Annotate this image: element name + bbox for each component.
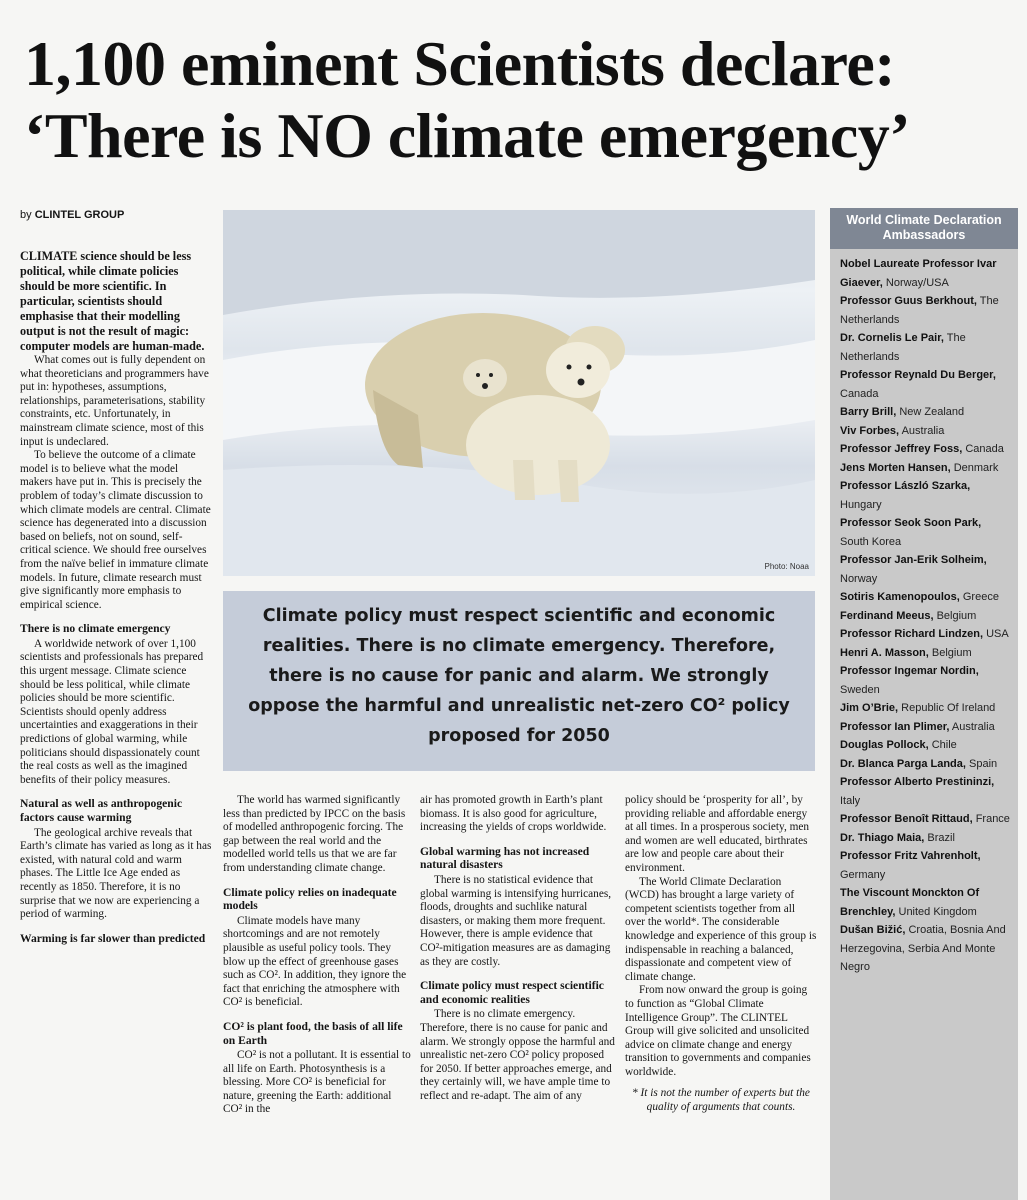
body-paragraph: From now onward the group is going to function as “Global Climate Intelligence Group”. The CLINTEL Group will give solicited and unsolicited advice on climate change and energy transition to governments and companies worldwide. (625, 984, 811, 1078)
ambassador-name: Dr. Blanca Parga Landa, (840, 757, 966, 770)
body-paragraph: There is no climate emergency. Therefore, there is no cause for panic and alarm. We strongly oppose the harmful and unrealistic net-zero CO² policy proposed for 2050. If better approaches emerge, and they certainly will, we have ample time to reflect and re-adapt. The aim of any (420, 1008, 615, 1102)
ambassador-item (840, 403, 1012, 422)
ambassador-name: Professor Benoît Rittaud, (840, 813, 973, 825)
ambassador-list (830, 249, 1018, 977)
body-paragraph: policy should be ‘prosperity for all’, by providing reliable and affordable energy at all times. In a prosperous society, men and women are well educated, birthrates are low and people care about their environment. (625, 794, 810, 874)
ambassador-name: Jens Morten Hansen, (840, 461, 951, 474)
ambassador-item (840, 440, 1012, 459)
ambassador-name: Professor Guus Berkhout, (840, 295, 977, 307)
ambassador-country: Sweden (840, 683, 880, 696)
footnote: * It is not the number of experts but the quality of arguments that counts. (632, 1087, 810, 1114)
ambassador-item (840, 625, 1012, 644)
ambassador-item (840, 329, 1012, 366)
ambassador-item (840, 551, 1012, 588)
body-paragraph: The world has warmed significantly less than predicted by IPCC on the basis of modelled anthropogenic forcing. The gap between the real world and the modelled world tells us that we are far from understanding climate change. (223, 794, 406, 874)
ambassador-country: Australia (951, 720, 995, 733)
ambassador-name: Professor Richard Lindzen, (840, 628, 984, 640)
subheading: CO² is plant food, the basis of all life on Earth (223, 1019, 403, 1047)
ambassador-name: Professor Seok Soon Park, (840, 517, 982, 529)
ambassador-country: Italy (840, 794, 861, 807)
ambassador-item (840, 477, 1012, 514)
ambassador-country: Greece (962, 591, 999, 603)
ambassador-country: The Netherlands (840, 332, 966, 363)
body-paragraph: The World Climate Declaration (WCD) has brought a large variety of competent scientists together from all over the world*. The considerable knowledge and experience of this group is indispensable in reaching a balanced, dispassionate and competent view of climate change. (625, 875, 817, 983)
article-column-2 (223, 794, 411, 1117)
article-column-3 (420, 794, 616, 1103)
ambassador-item (840, 699, 1012, 718)
photo-credit: Photo: Noaa (764, 562, 809, 571)
ambassador-country: Denmark (953, 461, 999, 474)
ambassador-country: Germany (840, 868, 886, 881)
ambassador-country: Croatia, Bosnia And Herzegovina, Serbia And Monte Negro (840, 924, 1006, 973)
ambassador-country: Australia (901, 424, 945, 437)
ambassador-name: Dr. Cornelis Le Pair, (840, 332, 944, 344)
byline-prefix: by (20, 209, 32, 221)
ambassador-name: Sotiris Kamenopoulos, (840, 591, 960, 603)
sidebar-title: World Climate Declaration Ambassadors (830, 208, 1018, 249)
ambassador-item (840, 662, 1012, 699)
ambassador-country: Canada (965, 443, 1004, 455)
body-paragraph: The geological archive reveals that Earth’s climate has varied as long as it has existed, with natural cold and warm phases. The Little Ice Age ended as recently as 1850. Therefore, it is no surprise that we now are experiencing a period of warming. (20, 826, 212, 921)
lead-paragraph: CLIMATE science should be less political, while climate policies should be more scientific. In particular, scientists should emphasise that their modelling output is not the result of magic: computer models are human-made. (20, 249, 205, 353)
body-paragraph: CO² is not a pollutant. It is essential to all life on Earth. Photosynthesis is a blessing. More CO² is beneficial for nature, greening the Earth: additional CO² in the (223, 1049, 411, 1116)
ambassador-name: Barry Brill, (840, 406, 897, 418)
ambassador-country: United Kingdom (898, 905, 977, 918)
ambassador-name: Jim O’Brie, (840, 702, 899, 714)
ambassador-item (840, 292, 1012, 329)
body-paragraph: air has promoted growth in Earth’s plant biomass. It is also good for agriculture, increasing the yields of crops worldwide. (420, 794, 607, 834)
article-column-4 (625, 794, 817, 1115)
ambassador-item (840, 588, 1012, 607)
ambassador-country: New Zealand (899, 406, 965, 418)
ambassador-country: Norway/USA (885, 276, 949, 289)
ambassador-item (840, 366, 1012, 403)
ambassador-name: The Viscount Monckton Of Brenchley, (840, 887, 980, 918)
ambassador-item (840, 422, 1012, 441)
ambassador-name: Professor László Szarka, (840, 480, 971, 492)
ambassador-country: South Korea (840, 535, 902, 548)
subheading: Climate policy must respect scientific and economic realities (420, 979, 604, 1006)
ambassador-country: Brazil (927, 831, 955, 844)
ambassador-name: Dušan Bižić, (840, 924, 906, 936)
ambassador-name: Professor Alberto Prestininzi, (840, 776, 995, 788)
ambassador-country: Belgium (936, 609, 977, 622)
ambassador-name: Professor Fritz Vahrenholt, (840, 850, 981, 862)
ambassador-item (840, 644, 1012, 663)
subheading: Global warming has not increased natural disasters (420, 844, 590, 872)
ambassador-item (840, 773, 1012, 810)
ambassador-country: The Netherlands (840, 295, 999, 326)
snow-shadow-top (223, 210, 815, 315)
body-paragraph: There is no statistical evidence that global warming is intensifying hurricanes, floods, droughts and suchlike natural disasters, or making them more frequent. However, there is ample evidence that CO²-mitigation measures are as damaging as they are costly. (420, 873, 612, 968)
headline-line-1: 1,100 eminent Scientists declare: (24, 28, 896, 99)
ambassador-country: Chile (931, 739, 957, 751)
cub-polar-bear-small (463, 359, 507, 397)
body-paragraph: To believe the outcome of a climate model is to believe what the model makers have put in. This is precisely the problem of today’s climate discussion to which climate models are central. Climate science has degenerated into a discussion based on beliefs, not on sound, self-critical science. We should free ourselves from the naïve belief in immature climate models. In future, climate research must give significantly more emphasis to empirical science. (20, 449, 211, 611)
polar-bear-photo (223, 210, 815, 576)
ambassador-country: Republic Of Ireland (901, 702, 996, 714)
ambassador-item (840, 514, 1012, 551)
ambassador-item (840, 718, 1012, 737)
byline (20, 209, 124, 221)
ambassador-country: Norway (840, 572, 878, 585)
body-paragraph: Climate models have many shortcomings and are not remotely plausible as useful policy tools. They blow up the effect of greenhouse gases such as CO². In addition, they ignore the fact that enriching the atmosphere with CO² is beneficial. (223, 914, 407, 1009)
ambassador-country: France (975, 813, 1010, 825)
headline (24, 28, 1014, 172)
subheading: Warming is far slower than predicted (20, 931, 206, 945)
ambassador-country: USA (986, 628, 1009, 640)
headline-line-2: ‘There is NO climate emergency’ (24, 100, 911, 171)
ambassador-item (840, 736, 1012, 755)
ambassador-item (840, 755, 1012, 774)
polar-bears-illustration (223, 210, 815, 576)
ambassador-name: Professor Ingemar Nordin, (840, 665, 979, 677)
ambassador-item (840, 255, 1012, 292)
ambassador-item (840, 884, 1012, 921)
ambassador-item (840, 829, 1012, 848)
article-column-1 (20, 249, 212, 947)
ambassador-name: Professor Jeffrey Foss, (840, 443, 963, 455)
ambassador-country: Spain (969, 757, 998, 770)
body-paragraph: A worldwide network of over 1,100 scientists and professionals has prepared this urgent message. Climate science should be less political, while climate policies should be more scientific. Scientists should openly address uncertainties and exaggerations in their predictions of global warming, while politicians should dispassionately count the real costs as well as the imagined benefits of their policy measures. (20, 637, 204, 786)
subheading: There is no climate emergency (20, 622, 171, 636)
pull-quote: Climate policy must respect scientific and economic realities. There is no climate emergency. Therefore, there is no cause for panic and alarm. We strongly oppose the harmful and unrealistic net-zero CO² policy proposed for 2050 (248, 606, 790, 746)
ambassador-item (840, 847, 1012, 884)
ambassador-name: Viv Forbes, (840, 424, 900, 437)
ambassador-name: Douglas Pollock, (840, 739, 929, 751)
subheading: Natural as well as anthropogenic factors cause warming (20, 797, 183, 824)
ambassador-name: Professor Reynald Du Berger, (840, 369, 996, 381)
ambassadors-sidebar (830, 208, 1018, 1200)
ambassador-item (840, 459, 1012, 478)
body-paragraph: What comes out is fully dependent on what theoreticians and programmers have put in: hypotheses, assumptions, relationships, parameterisations, stability constraints, etc. Unfortunately, in mainstream climate science, most of this input is undeclared. (20, 354, 209, 448)
byline-author: CLINTEL GROUP (34, 209, 125, 221)
ambassador-name: Nobel Laureate Professor Ivar Giaever, (840, 258, 997, 289)
ambassador-item (840, 921, 1012, 977)
ambassador-name: Professor Jan-Erik Solheim, (840, 554, 987, 566)
ambassador-country: Belgium (931, 646, 972, 659)
ambassador-country: Hungary (840, 498, 882, 511)
ambassador-name: Henri A. Masson, (840, 646, 929, 659)
ambassador-name: Professor Ian Plimer, (840, 720, 950, 733)
subheading: Climate policy relies on inadequate models (223, 885, 397, 913)
ambassador-item (840, 607, 1012, 626)
ambassador-country: Canada (840, 387, 879, 400)
pull-quote-box (223, 591, 815, 771)
ambassador-item (840, 810, 1012, 829)
ambassador-name: Ferdinand Meeus, (840, 609, 934, 622)
ambassador-name: Dr. Thiago Maia, (840, 831, 925, 844)
